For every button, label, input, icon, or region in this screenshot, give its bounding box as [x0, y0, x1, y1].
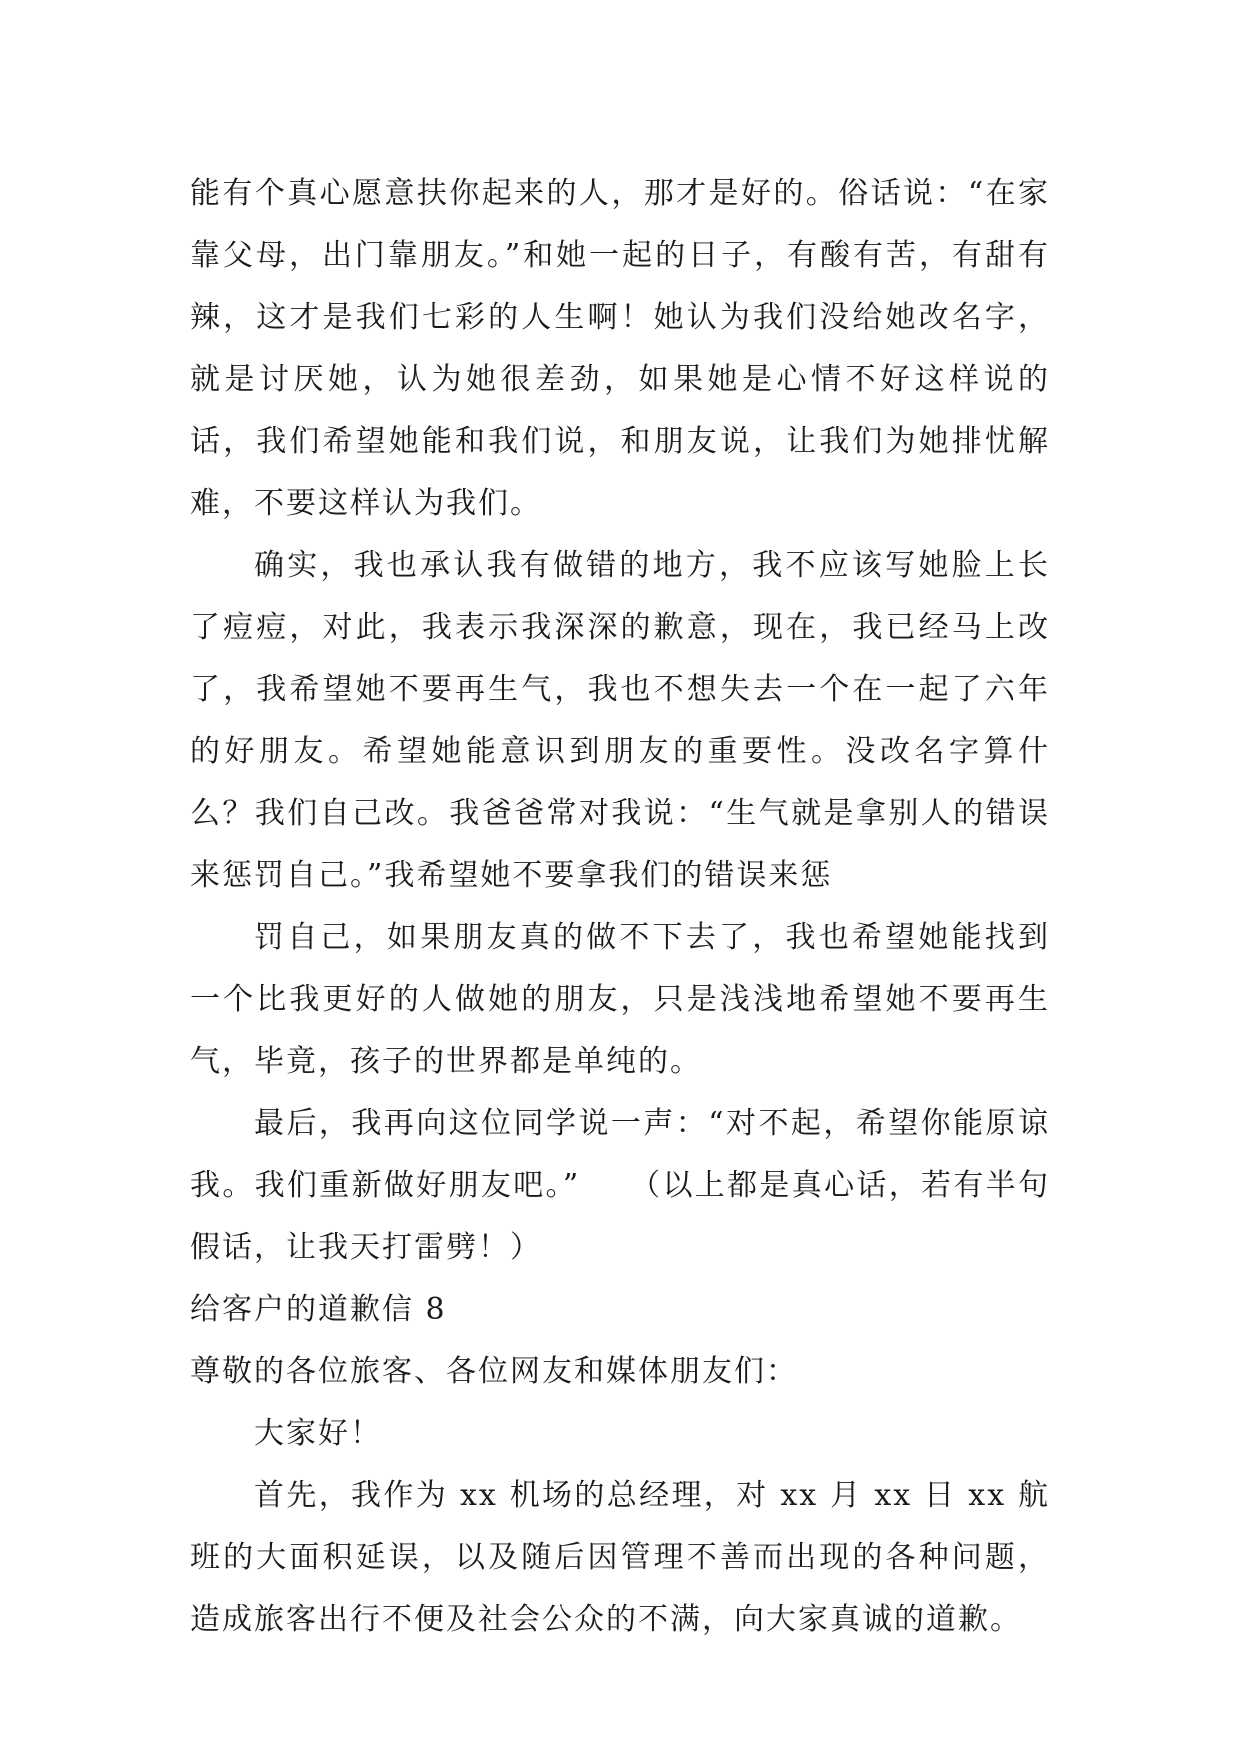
paragraph: 罚自己，如果朋友真的做不下去了，我也希望她能找到一个比我更好的人做她的朋友，只是浅浅地希望她不要再生气，毕竟，孩子的世界都是单纯的。: [190, 920, 1050, 1079]
paragraph: 首先，我作为 xx 机场的总经理，对 xx 月 xx 日 xx 航班的大面积延误，以及随后因管理不善而出现的各种问题，造成旅客出行不便及社会公众的不满，向大家真诚的道歉。: [190, 1478, 1050, 1637]
paragraph: 最后，我再向这位同学说一声：“对不起，希望你能原谅我。我们重新做好朋友吧。” （以上都是真心话，若有半句假话，让我天打雷劈！）: [190, 1106, 1050, 1265]
document-body: [190, 163, 1050, 1651]
section-title: 给客户的道歉信 8: [190, 1292, 447, 1327]
paragraph: 确实，我也承认我有做错的地方，我不应该写她脸上长了痘痘，对此，我表示我深深的歉意，现在，我已经马上改了，我希望她不要再生气，我也不想失去一个在一起了六年的好朋友。希望她能意识到朋友的重要性。没改名字算什么？我们自己改。我爸爸常对我说：“生气就是拿别人的错误来惩罚自己。”我希望她不要拿我们的错误来惩: [190, 548, 1050, 893]
salutation: 尊敬的各位旅客、各位网友和媒体朋友们：: [190, 1354, 798, 1389]
greeting: 大家好！: [254, 1416, 382, 1451]
paragraph: 能有个真心愿意扶你起来的人，那才是好的。俗话说：“在家靠父母，出门靠朋友。”和她一起的日子，有酸有苦，有甜有辣，这才是我们七彩的人生啊！她认为我们没给她改名字，就是讨厌她，认为她很差劲，如果她是心情不好这样说的话，我们希望她能和我们说，和朋友说，让我们为她排忧解难，不要这样认为我们。: [190, 176, 1050, 521]
